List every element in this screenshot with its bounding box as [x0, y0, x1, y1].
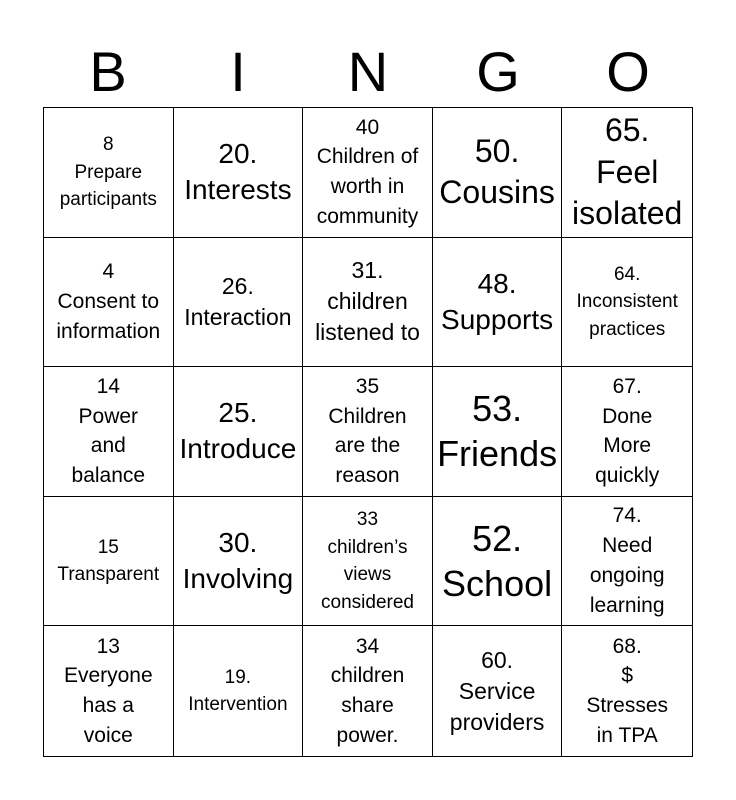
- bingo-cell[interactable]: [562, 367, 692, 497]
- bingo-cell-text: 14 Power and balance: [71, 374, 146, 488]
- bingo-cell-text: 67. Done More quickly: [595, 374, 660, 488]
- bingo-cell-text: 31. children listened to: [315, 257, 420, 346]
- bingo-cell[interactable]: [44, 626, 174, 756]
- bingo-cell[interactable]: [433, 626, 563, 756]
- bingo-cell[interactable]: [303, 497, 433, 627]
- bingo-cell-text: 15 Transparent: [57, 536, 160, 586]
- bingo-cell[interactable]: [433, 367, 563, 497]
- bingo-cell[interactable]: [303, 108, 433, 238]
- bingo-cell-text: 30. Involving: [182, 526, 294, 595]
- bingo-cell-text: 34 children share power.: [330, 634, 405, 747]
- bingo-cell-text: 19. Intervention: [188, 666, 288, 716]
- bingo-cell-text: 74. Need ongoing learning: [589, 504, 665, 617]
- bingo-cell[interactable]: [433, 108, 563, 238]
- header-letter-i: I: [230, 40, 246, 103]
- bingo-cell-text: 33 children’s views considered: [321, 509, 414, 613]
- bingo-cell[interactable]: [562, 626, 692, 756]
- bingo-cell-text: 25. Introduce: [179, 397, 297, 465]
- bingo-cell[interactable]: [44, 367, 174, 497]
- bingo-cell-text: 64. Inconsistent practices: [576, 263, 678, 340]
- bingo-cell-text: 60. Service providers: [449, 646, 545, 735]
- bingo-cell[interactable]: [303, 626, 433, 756]
- bingo-cell[interactable]: [44, 497, 174, 627]
- bingo-cell[interactable]: [433, 238, 563, 368]
- bingo-cell-text: 53. Friends: [437, 388, 558, 475]
- bingo-cell-text: 26. Interaction: [184, 272, 292, 330]
- bingo-cell[interactable]: [174, 108, 304, 238]
- bingo-cell-text: 20. Interests: [184, 137, 292, 206]
- bingo-cell-text: 40 Children of worth in community: [316, 115, 419, 229]
- bingo-cell[interactable]: [433, 497, 563, 627]
- bingo-cell[interactable]: [174, 626, 304, 756]
- bingo-cell[interactable]: [303, 238, 433, 368]
- bingo-card-grid: [43, 107, 693, 757]
- bingo-cell-text: 8 Prepare participants: [59, 133, 157, 211]
- bingo-cell-text: 13 Everyone has a voice: [63, 634, 153, 747]
- header-letter-n: N: [347, 40, 389, 103]
- bingo-cell[interactable]: [303, 367, 433, 497]
- bingo-cell-text: 48. Supports: [441, 267, 554, 335]
- bingo-header: [43, 36, 693, 108]
- bingo-cell[interactable]: [562, 497, 692, 627]
- header-letter-g: G: [476, 40, 520, 103]
- bingo-cell[interactable]: [562, 238, 692, 368]
- bingo-cell-text: 35 Children are the reason: [328, 374, 407, 488]
- bingo-cell-text: 68. $ Stresses in TPA: [586, 634, 669, 747]
- bingo-cell-text: 50. Cousins: [439, 132, 555, 211]
- bingo-cell[interactable]: [174, 367, 304, 497]
- bingo-cell[interactable]: [174, 238, 304, 368]
- bingo-cell[interactable]: [562, 108, 692, 238]
- header-letter-b: B: [89, 40, 127, 103]
- bingo-cell[interactable]: [44, 108, 174, 238]
- bingo-cell[interactable]: [174, 497, 304, 627]
- bingo-cell[interactable]: [44, 238, 174, 368]
- header-letter-o: O: [606, 40, 650, 103]
- bingo-cell-text: 52. School: [442, 518, 553, 605]
- bingo-cell-text: 65. Feel isolated: [572, 111, 683, 232]
- bingo-cell-text: 4 Consent to information: [56, 260, 161, 343]
